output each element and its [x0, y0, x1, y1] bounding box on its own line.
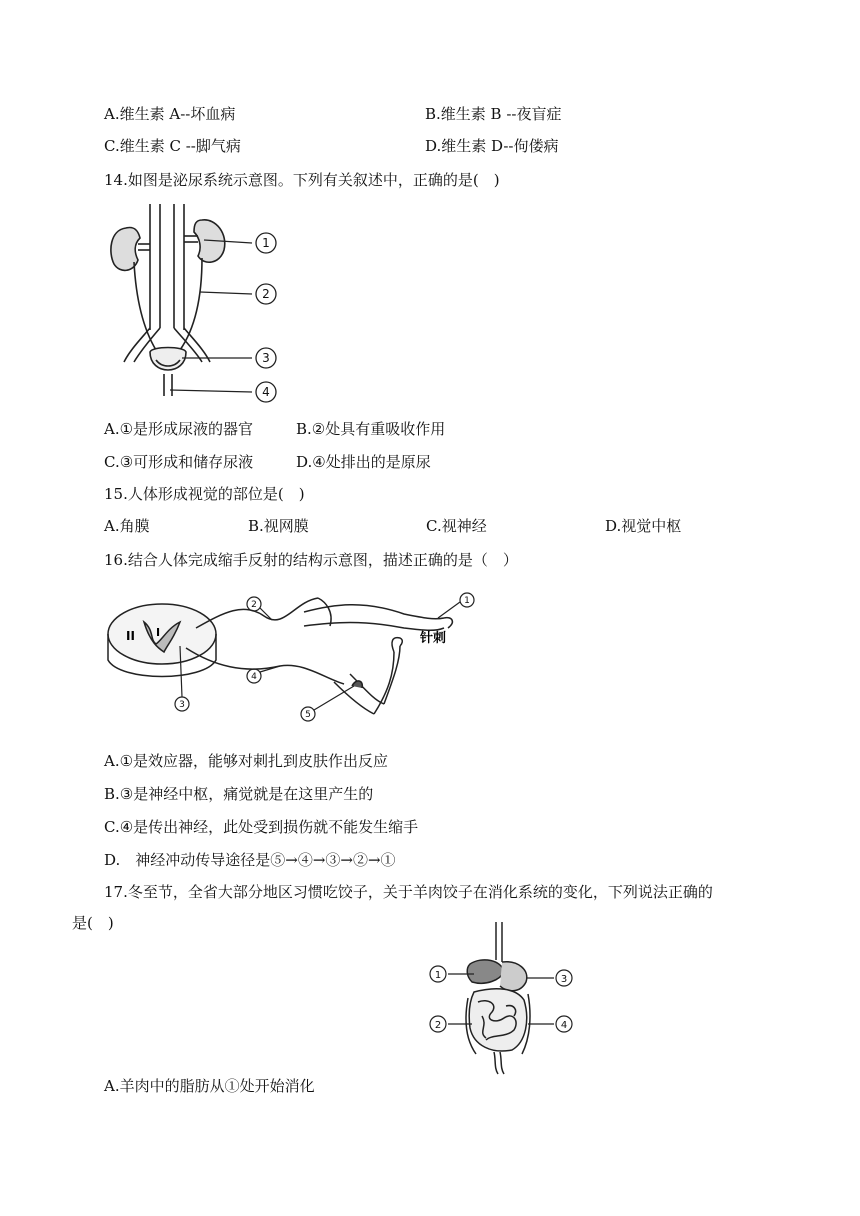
svg-text:2: 2: [251, 600, 257, 610]
reflex-arc-figure: [104, 582, 484, 722]
svg-text:2: 2: [262, 287, 270, 301]
q15-stem: 15.人体形成视觉的部位是( ): [104, 485, 305, 503]
q14-stem: 14.如图是泌尿系统示意图。下列有关叙述中，正确的是( ): [104, 171, 500, 189]
svg-text:4: 4: [560, 1020, 568, 1031]
q15-option-c: C.视神经: [426, 517, 487, 535]
q16-stem: 16.结合人体完成缩手反射的结构示意图，描述正确的是（ ）: [104, 551, 518, 569]
q16-option-c: C.④是传出神经，此处受到损伤就不能发生缩手: [104, 818, 419, 836]
region-ii-label: II: [126, 629, 135, 643]
q16-option-a: A.①是效应器，能够对刺扎到皮肤作出反应: [104, 752, 389, 770]
svg-text:1: 1: [262, 236, 270, 250]
q14-option-a: A.①是形成尿液的器官: [104, 420, 254, 438]
svg-text:3: 3: [560, 974, 568, 985]
q13-option-a: A.维生素 A--坏血病: [104, 105, 236, 123]
digestive-system-figure: [426, 920, 576, 1076]
region-i-label: I: [156, 626, 161, 639]
svg-text:1: 1: [434, 970, 442, 981]
q15-option-d: D.视觉中枢: [605, 517, 682, 535]
svg-text:1: 1: [464, 596, 470, 606]
q15-option-b: B.视网膜: [248, 517, 309, 535]
q16-option-b: B.③是神经中枢，痛觉就是在这里产生的: [104, 785, 374, 803]
q14-option-b: B.②处具有重吸收作用: [296, 420, 446, 438]
q14-option-c: C.③可形成和储存尿液: [104, 453, 254, 471]
q13-option-d: D.维生素 D--佝偻病: [425, 137, 559, 155]
urinary-system-figure: [104, 200, 294, 405]
needle-prick-label: 针刺: [420, 631, 447, 646]
q17-stem-line2: 是( ): [72, 914, 114, 932]
q13-option-b: B.维生素 B --夜盲症: [425, 105, 562, 123]
svg-text:3: 3: [179, 700, 185, 710]
svg-text:2: 2: [434, 1020, 442, 1031]
q17-stem-line1: 17.冬至节，全省大部分地区习惯吃饺子，关于羊肉饺子在消化系统的变化，下列说法正确的: [104, 883, 713, 901]
svg-text:3: 3: [262, 351, 270, 365]
svg-text:4: 4: [251, 672, 257, 682]
q13-option-c: C.维生素 C --脚气病: [104, 137, 241, 155]
q15-option-a: A.角膜: [104, 517, 150, 535]
svg-text:4: 4: [262, 385, 270, 399]
q16-option-d: D. 神经冲动传导途径是⑤→④→③→②→①: [104, 851, 396, 869]
q17-option-a: A.羊肉中的脂肪从①处开始消化: [104, 1077, 315, 1095]
q14-option-d: D.④处排出的是原尿: [296, 453, 431, 471]
svg-text:5: 5: [305, 710, 311, 720]
